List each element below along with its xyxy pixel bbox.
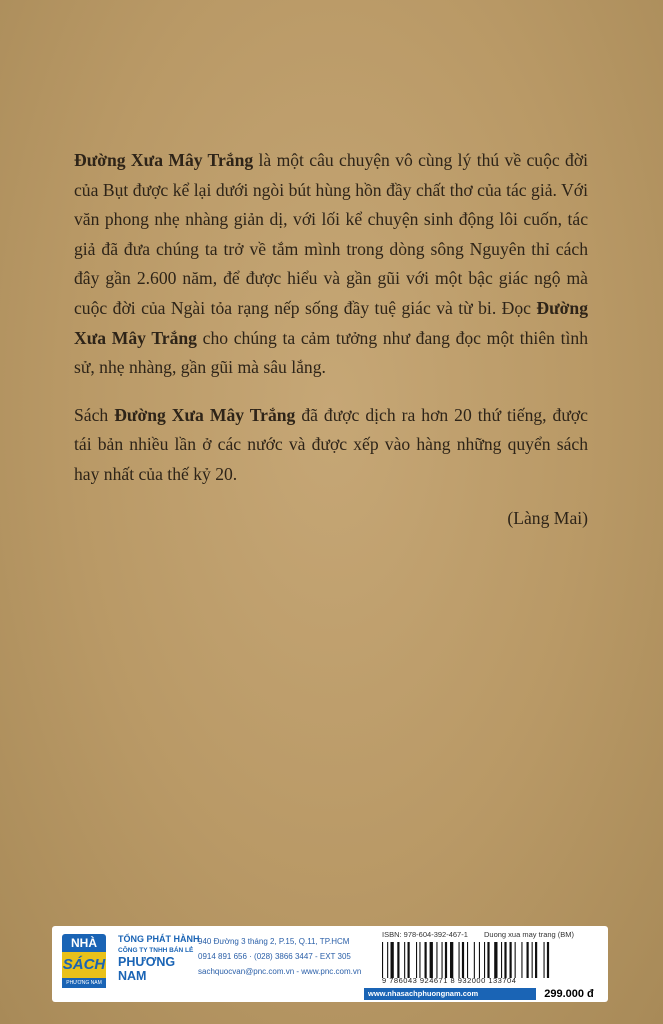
book-title-bold: Đường Xưa Mây Trắng xyxy=(114,404,296,425)
website-banner: www.nhasachphuongnam.com xyxy=(364,988,538,1000)
book-title-bold: Đường Xưa Mây Trắng xyxy=(74,150,254,170)
distributor-strip xyxy=(52,926,608,1002)
paragraph-2-text-a: Sách xyxy=(74,404,115,425)
isbn-label: ISBN: 978-604-392-467-1 xyxy=(382,930,468,939)
signature: (Làng Mai) xyxy=(507,507,588,528)
distributor-address: 940 Đường 3 tháng 2, P.15, Q.11, TP.HCM xyxy=(198,937,350,946)
logo-top-text: NHÀ xyxy=(62,934,106,952)
price-label: 299.000 đ xyxy=(536,987,602,1001)
paragraph-2-text-b: đã được dịch ra hơn 20 thứ tiếng, được tái bản nhiều lần ở các nước và được xếp vào hàng những quyển sách hay nhất của thế kỷ 20. xyxy=(74,404,588,484)
distributor-line-2: CÔNG TY TNHH BÁN LẺ xyxy=(118,947,194,954)
book-description xyxy=(74,146,588,533)
distributor-line-3: PHƯƠNG NAM xyxy=(118,955,176,983)
description-paragraph-2 xyxy=(74,401,588,490)
title-tag: Duong xua may trang (BM) xyxy=(484,930,575,939)
distributor-contact xyxy=(198,934,378,979)
distributor-name xyxy=(118,934,202,983)
barcode-number: 9 786043 924671 8 932000 133704 xyxy=(382,976,517,985)
distributor-line-1: TỔNG PHÁT HÀNH xyxy=(118,934,200,944)
logo-bottom-text: PHƯƠNG NAM xyxy=(62,978,106,988)
barcode-image xyxy=(382,942,602,978)
logo-mid-text: SÁCH xyxy=(62,952,106,978)
book-title-bold: Đường Xưa Mây Trắng xyxy=(74,297,588,348)
paragraph-1-text-a: là một câu chuyện vô cùng lý thú về cuộc đời của Bụt được kể lại dưới ngòi bút hùng hồn đầy chất thơ của tác giả. Với văn phong nhẹ nhàng giản dị, với lối kể chuyện sinh động lôi cuốn, tác giả đã đưa chúng ta trở về tắm mình trong dòng sông Nguyên thỉ cách đây gần 2.600 năm, để được hiểu và gần gũi với một bậc giác ngộ mà cuộc đời của Ngài tỏa rạng nếp sống đầy tuệ giác và từ bi. Đọc xyxy=(74,150,589,318)
publisher-logo xyxy=(62,934,106,988)
description-paragraph-1 xyxy=(74,146,588,383)
distributor-email: sachquocvan@pnc.com.vn - www.pnc.com.vn xyxy=(198,967,362,976)
paragraph-1-text-b: cho chúng ta cảm tưởng như đang đọc một thiên tình sử, nhẹ nhàng, gần gũi mà sâu lắng. xyxy=(74,327,588,378)
distributor-phone: 0914 891 656 · (028) 3866 3447 - EXT 305 xyxy=(198,952,351,961)
